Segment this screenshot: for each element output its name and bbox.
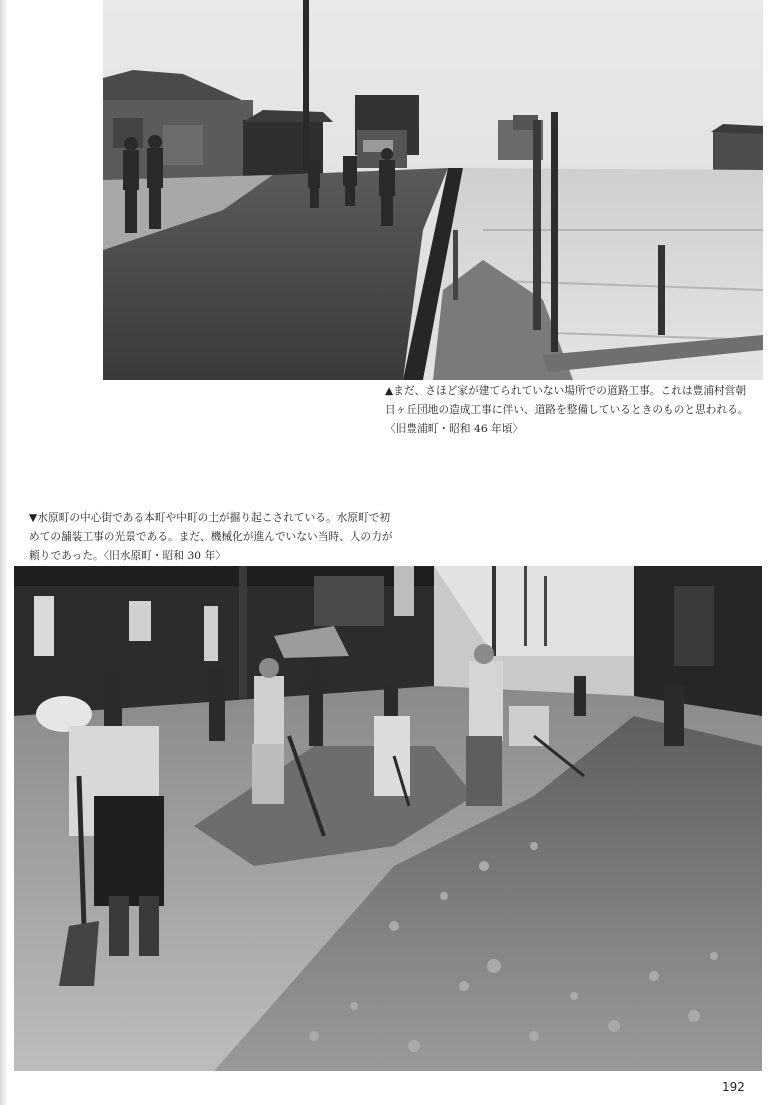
paving-work-photo-suibara [14, 566, 762, 1071]
top-photo-caption [385, 382, 765, 439]
bottom-caption-line-1: ▼水原町の中心街である本町や中町の土が掘り起こされている。水原町で初 [29, 512, 391, 524]
road-construction-photo-toyoura [103, 0, 763, 380]
bottom-caption-line-2: めての舗装工事の光景である。まだ、機械化が進んでいない当時、人の力が [29, 531, 393, 543]
page-gutter-shadow [0, 0, 8, 1105]
top-caption-line-1: ▲まだ、さほど家が建てられていない場所での道路工事。これは豊浦村営朝 [385, 385, 747, 397]
top-caption-line-3: 〈旧豊浦町・昭和 46 年頃〉 [385, 423, 524, 435]
bottom-caption-line-3: 頼りであった。〈旧水原町・昭和 30 年〉 [29, 550, 227, 562]
top-caption-line-2: 日ヶ丘団地の造成工事に伴い、道路を整備しているときのものと思われる。 [385, 404, 749, 416]
bottom-photo-caption [29, 509, 401, 566]
photo-illustration-bottom [14, 566, 762, 1071]
photo-illustration-top [103, 0, 763, 380]
page-number: 192 [722, 1080, 745, 1094]
